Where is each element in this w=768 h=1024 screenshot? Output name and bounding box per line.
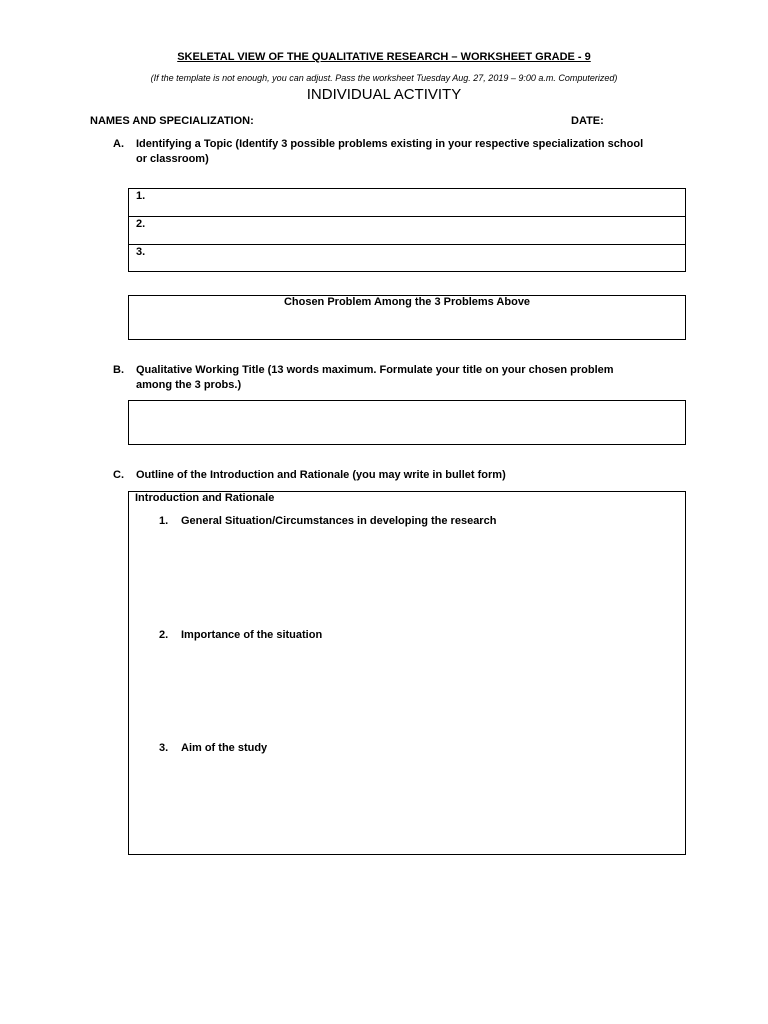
outline-item-2-text: Importance of the situation	[181, 629, 323, 641]
introduction-rationale-heading: Introduction and Rationale	[135, 492, 275, 504]
problem-row-1[interactable]: 1.	[129, 189, 685, 217]
names-specialization-label: NAMES AND SPECIALIZATION:	[90, 115, 254, 127]
problems-table	[128, 188, 686, 272]
section-a-letter: A.	[113, 138, 124, 150]
date-label: DATE:	[571, 115, 604, 127]
outline-item-3-text: Aim of the study	[181, 742, 268, 754]
worksheet-title: SKELETAL VIEW OF THE QUALITATIVE RESEARCH – WORKSHEET GRADE - 9	[177, 51, 591, 63]
working-title-box[interactable]	[128, 400, 686, 445]
section-a-text-line2: or classroom)	[136, 153, 209, 165]
section-a-text-line1: Identifying a Topic (Identify 3 possible problems existing in your respective specialization school	[136, 138, 644, 150]
section-b-text-line1: Qualitative Working Title (13 words maximum. Formulate your title on your chosen problem	[136, 364, 614, 376]
introduction-rationale-box[interactable]	[128, 491, 686, 855]
problem-row-2[interactable]: 2.	[129, 217, 685, 245]
chosen-problem-box[interactable]	[128, 295, 686, 340]
section-c-text: Outline of the Introduction and Rationale (you may write in bullet form)	[136, 469, 506, 481]
problem-row-3[interactable]: 3.	[136, 246, 146, 258]
submission-note: (If the template is not enough, you can adjust. Pass the worksheet Tuesday Aug. 27, 2019 – 9:00 a.m. Computerized)	[150, 73, 618, 83]
outline-item-1-number: 1.	[159, 515, 169, 527]
outline-item-1-text: General Situation/Circumstances in developing the research	[181, 515, 497, 527]
outline-item-3-number: 3.	[159, 742, 169, 754]
section-b-text-line2: among the 3 probs.)	[136, 379, 242, 391]
outline-item-2-number: 2.	[159, 629, 169, 641]
section-c-letter: C.	[113, 469, 124, 481]
chosen-problem-label: Chosen Problem Among the 3 Problems Above	[283, 296, 531, 308]
section-b-letter: B.	[113, 364, 124, 376]
activity-heading: INDIVIDUAL ACTIVITY	[306, 86, 462, 103]
